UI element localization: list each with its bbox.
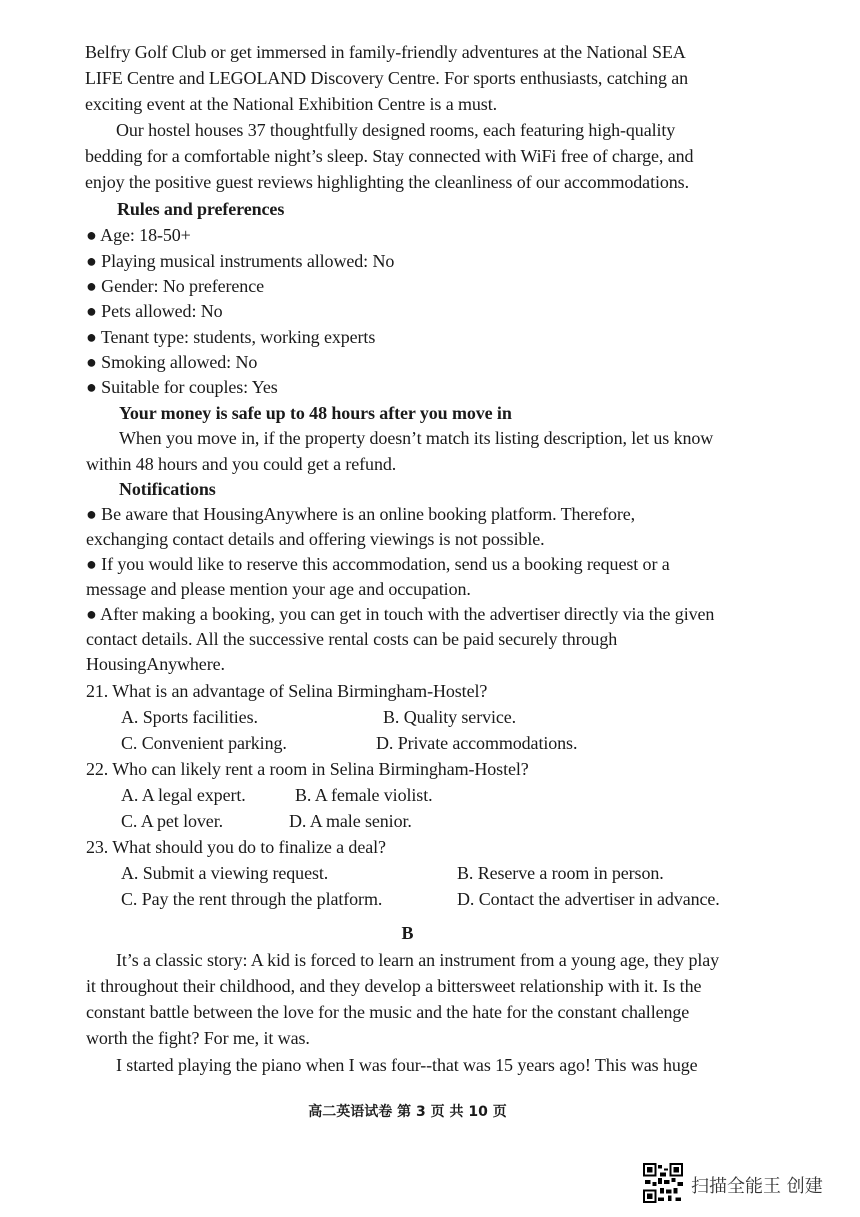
safe-heading: Your money is safe up to 48 hours after you move in: [119, 403, 512, 423]
qr-code-icon: [643, 1163, 683, 1203]
rule-item: ● Playing musical instruments allowed: No: [86, 251, 395, 271]
rule-item: ● Age: 18-50+: [86, 225, 191, 245]
intro-line: exciting event at the National Exhibition Centre is a must.: [85, 94, 498, 114]
rooms-line: enjoy the positive guest reviews highlighting the cleanliness of our accommodations.: [85, 172, 689, 192]
scanner-watermark: [643, 1163, 843, 1203]
rules-heading: Rules and preferences: [117, 199, 285, 219]
watermark-text: 扫描全能王 创建: [691, 1176, 823, 1197]
question-stem: 22. Who can likely rent a room in Selina Birmingham-Hostel?: [86, 759, 529, 779]
question-option: A. A legal expert.: [121, 785, 246, 805]
notification-line: ● Be aware that HousingAnywhere is an online booking platform. Therefore,: [86, 504, 636, 524]
question-option: B. Reserve a room in person.: [457, 863, 664, 883]
question-option: A. Sports facilities.: [121, 707, 258, 727]
notification-line: message and please mention your age and occupation.: [86, 579, 471, 599]
question-option: C. A pet lover.: [121, 811, 224, 831]
rule-item: ● Smoking allowed: No: [86, 352, 258, 372]
question-option: D. Contact the advertiser in advance.: [457, 889, 720, 909]
passage-line: constant battle between the love for the music and the hate for the constant challenge: [86, 1002, 690, 1022]
question-stem: 21. What is an advantage of Selina Birmingham-Hostel?: [86, 681, 488, 701]
passage-line: it throughout their childhood, and they develop a bittersweet relationship with it. Is the: [86, 976, 702, 996]
safe-line: within 48 hours and you could get a refund.: [86, 454, 397, 474]
intro-line: LIFE Centre and LEGOLAND Discovery Centre. For sports enthusiasts, catching an: [85, 68, 689, 88]
passage-line: I started playing the piano when I was four--that was 15 years ago! This was huge: [116, 1055, 698, 1075]
question-option: D. A male senior.: [289, 811, 412, 831]
question-option: C. Convenient parking.: [121, 733, 287, 753]
question-stem: 23. What should you do to finalize a deal?: [86, 837, 386, 857]
intro-line: Belfry Golf Club or get immersed in family-friendly adventures at the National SEA: [85, 42, 686, 62]
question-option: C. Pay the rent through the platform.: [121, 889, 383, 909]
question-option: A. Submit a viewing request.: [121, 863, 329, 883]
safe-line: When you move in, if the property doesn’t match its listing description, let us know: [119, 428, 714, 448]
rule-item: ● Pets allowed: No: [86, 301, 223, 321]
rule-item: ● Suitable for couples: Yes: [86, 377, 278, 397]
rule-item: ● Tenant type: students, working experts: [86, 327, 376, 347]
rooms-line: Our hostel houses 37 thoughtfully designed rooms, each featuring high-quality: [116, 120, 676, 140]
question-option: B. Quality service.: [383, 707, 517, 727]
notifications-heading: Notifications: [119, 479, 216, 499]
passage-line: worth the fight? For me, it was.: [86, 1028, 310, 1048]
page-footer: 高二英语试卷 第 3 页 共 10 页: [308, 1104, 507, 1120]
notification-line: ● If you would like to reserve this accommodation, send us a booking request or a: [86, 554, 670, 574]
rooms-line: bedding for a comfortable night’s sleep. Stay connected with WiFi free of charge, and: [85, 146, 694, 166]
notification-line: ● After making a booking, you can get in touch with the advertiser directly via the given: [86, 604, 715, 624]
rule-item: ● Gender: No preference: [86, 276, 264, 296]
passage-letter: B: [401, 923, 414, 943]
question-option: B. A female violist.: [295, 785, 433, 805]
passage-line: It’s a classic story: A kid is forced to learn an instrument from a young age, they play: [116, 950, 720, 970]
notification-line: HousingAnywhere.: [86, 654, 225, 674]
notification-line: contact details. All the successive rental costs can be paid securely through: [86, 629, 618, 649]
notification-line: exchanging contact details and offering viewings is not possible.: [86, 529, 545, 549]
question-option: D. Private accommodations.: [376, 733, 578, 753]
